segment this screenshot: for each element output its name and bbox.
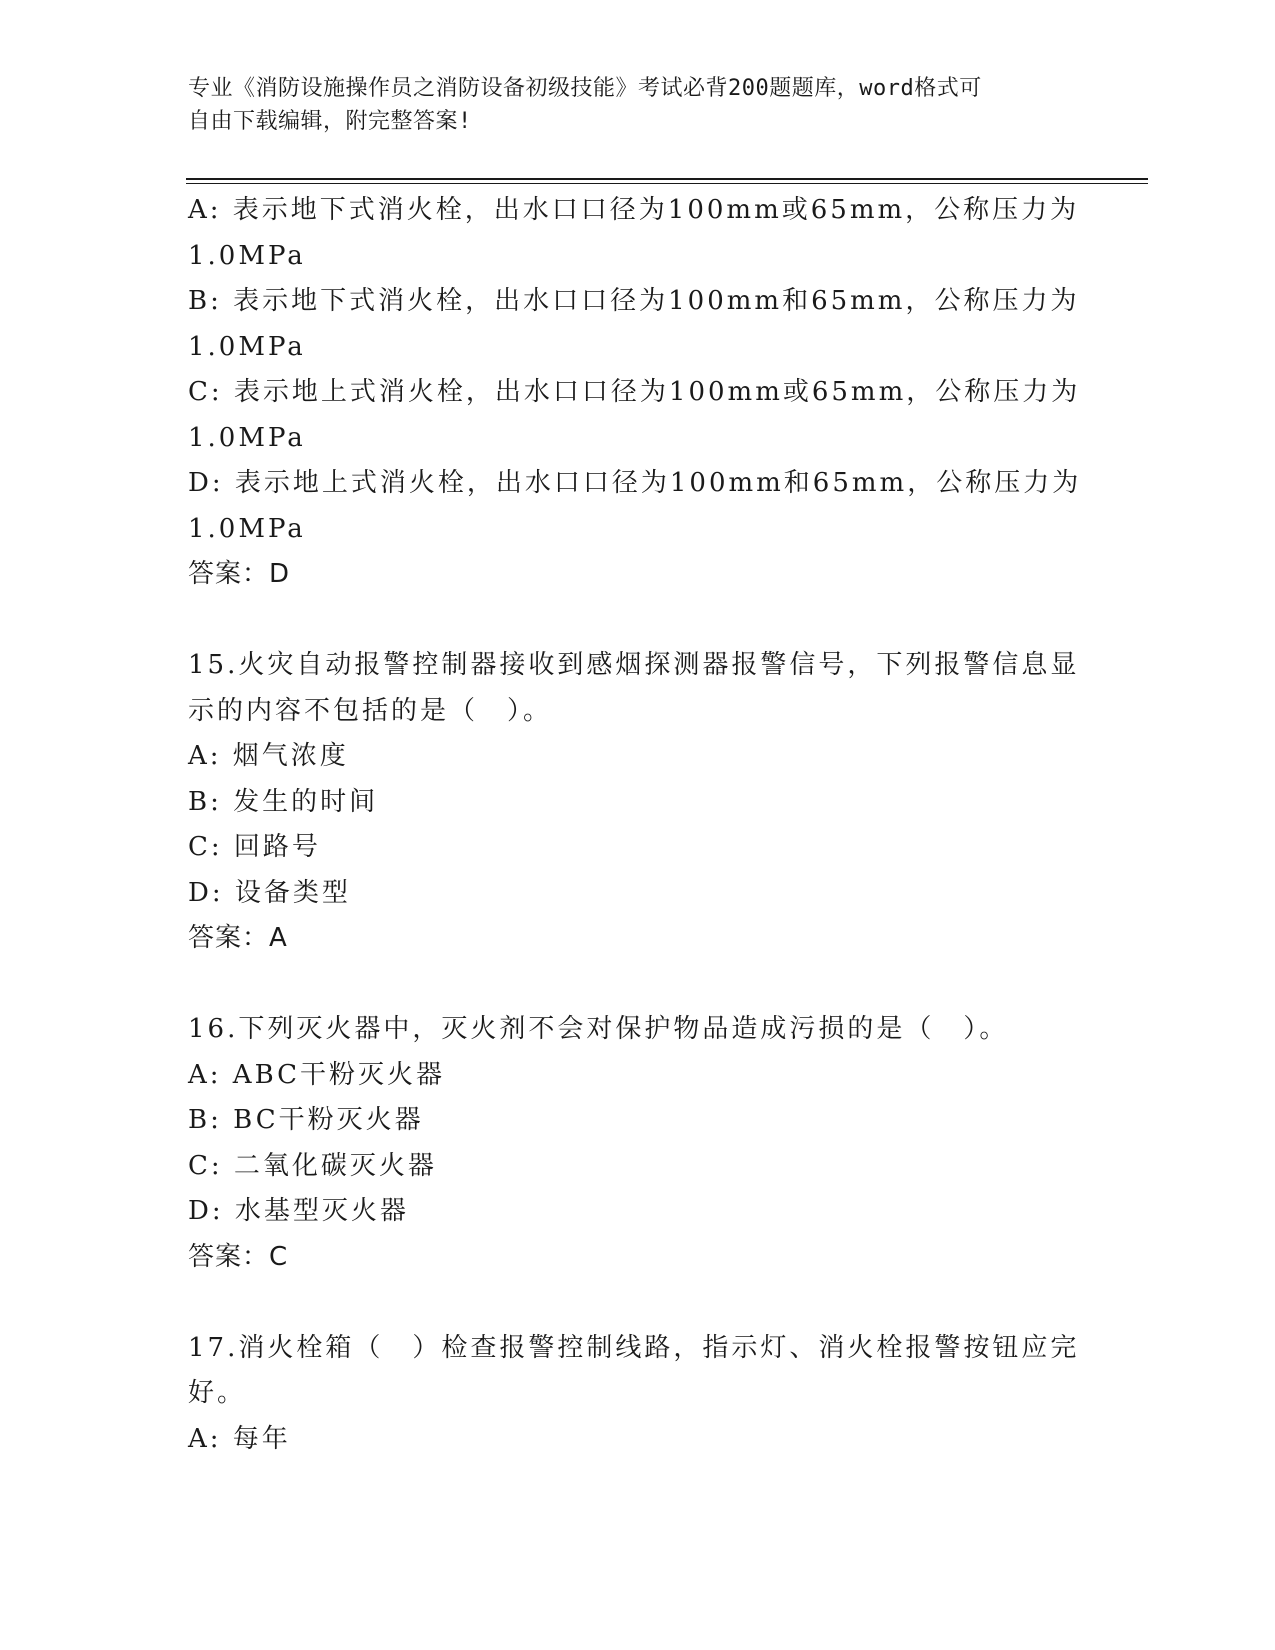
answer-label: 答案：C — [188, 1241, 289, 1272]
option-a-line-2: 1.0MPa — [188, 240, 306, 271]
option-d: D: 设备类型 — [188, 877, 351, 908]
spacer — [188, 598, 1088, 644]
answer-label: 答案：A — [188, 923, 288, 953]
option-c: C: 二氧化碳灭火器 — [188, 1150, 437, 1181]
question-16-block — [188, 1007, 1088, 1280]
question-stem-line-1: 16.下列灭火器中，灭火剂不会对保护物品造成污损的是（ ）。 — [188, 1014, 1009, 1044]
header-divider-thin — [186, 183, 1148, 184]
question-stem-line-1: 15.火灾自动报警控制器接收到感烟探测器报警信号，下列报警信息显 — [188, 650, 1080, 680]
document-body — [188, 188, 1088, 1462]
document-header — [188, 72, 1088, 138]
option-c-line-1: C: 表示地上式消火栓，出水口口径为100mm或65mm，公称压力为 — [188, 377, 1081, 407]
question-14-block — [188, 188, 1088, 598]
option-a: A: ABC干粉灭火器 — [188, 1059, 446, 1090]
header-line-2: 自由下载编辑，附完整答案! — [188, 109, 472, 134]
option-a: A: 每年 — [188, 1423, 291, 1454]
option-a-line-1: A: 表示地下式消火栓，出水口口径为100mm或65mm，公称压力为 — [188, 195, 1080, 225]
option-b: B: 发生的时间 — [188, 786, 379, 817]
option-b: B: BC干粉灭火器 — [188, 1105, 424, 1135]
option-d-line-2: 1.0MPa — [188, 513, 306, 544]
header-divider-thick — [186, 178, 1148, 180]
option-d-line-1: D: 表示地上式消火栓，出水口口径为100mm和65mm，公称压力为 — [188, 468, 1082, 498]
spacer — [188, 1280, 1088, 1326]
spacer — [188, 962, 1088, 1008]
question-stem-line-1: 17.消火栓箱（ ）检查报警控制线路，指示灯、消火栓报警按钮应完 — [188, 1332, 1080, 1363]
answer-label: 答案：D — [188, 559, 291, 589]
option-d: D: 水基型灭火器 — [188, 1196, 409, 1226]
question-17-block — [188, 1326, 1088, 1463]
header-line-1: 专业《消防设施操作员之消防设备初级技能》考试必背200题题库，word格式可 — [188, 76, 982, 101]
question-stem-line-2: 示的内容不包括的是（ ）。 — [188, 695, 553, 726]
question-15-block — [188, 643, 1088, 962]
option-b-line-2: 1.0MPa — [188, 331, 306, 362]
option-b-line-1: B: 表示地下式消火栓，出水口口径为100mm和65mm，公称压力为 — [188, 286, 1080, 316]
option-c-line-2: 1.0MPa — [188, 422, 306, 453]
option-c: C: 回路号 — [188, 832, 321, 862]
question-stem-line-2: 好。 — [188, 1378, 247, 1408]
option-a: A: 烟气浓度 — [188, 741, 349, 771]
